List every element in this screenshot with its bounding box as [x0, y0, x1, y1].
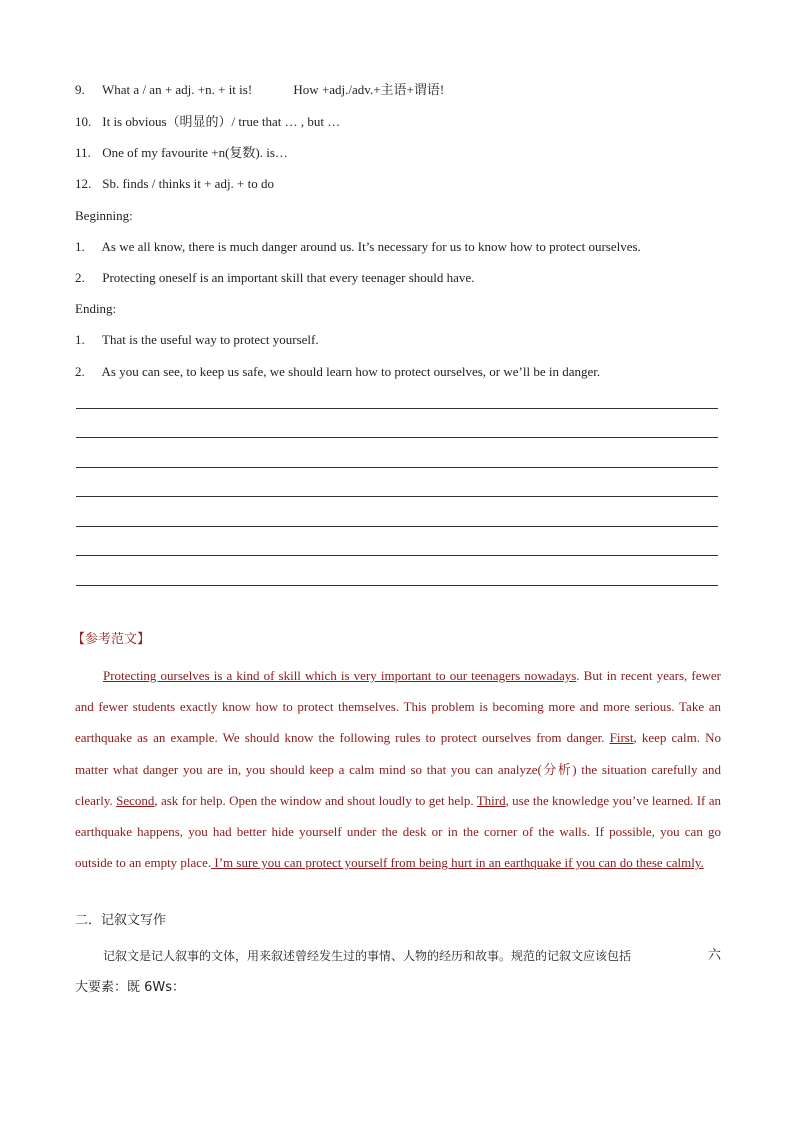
list-item-12 — [75, 175, 274, 193]
list-number: 12. — [75, 176, 92, 191]
list-item-9 — [75, 81, 444, 99]
writing-line — [76, 526, 718, 527]
intro-line-2: 大要素：既 6Ws： — [75, 980, 186, 995]
list-number: 1. — [75, 239, 85, 254]
beginning-item-2 — [75, 269, 474, 287]
writing-line — [76, 555, 718, 556]
list-text-extra: How +adj./adv.+主语+谓语! — [293, 82, 445, 97]
list-text: As we all know, there is much danger around us. It’s necessary for us to know how to protect ourselves. — [101, 239, 641, 254]
list-item-11 — [75, 144, 288, 162]
intro-line-1 — [75, 940, 721, 972]
list-number: 1. — [75, 332, 85, 347]
list-text: That is the useful way to protect yourself. — [102, 332, 319, 347]
list-item-10 — [75, 113, 340, 131]
essay-text: . But in recent years, fewer and fewer students exactly know how to protect themselves. This problem is becoming more and more serious. Take an earthquake as an example. We should know the following rules to protect ourselves from danger. — [75, 668, 721, 746]
ending-label: Ending: — [75, 301, 117, 316]
list-number: 11. — [75, 145, 91, 160]
list-text: It is obvious（明显的）/ true that … , but … — [102, 114, 341, 129]
writing-line — [76, 467, 718, 468]
reference-heading: 【参考范文】 — [72, 632, 151, 647]
list-number: 2. — [75, 270, 85, 285]
reference-paragraph — [75, 660, 721, 878]
section-heading: 二．记叙文写作 — [75, 913, 167, 928]
beginning-item-1 — [75, 238, 641, 256]
writing-line — [76, 408, 718, 409]
intro-six: 六 — [707, 948, 721, 963]
keyword-first: First — [609, 730, 634, 746]
ending-item-2 — [75, 363, 600, 381]
list-text: Protecting oneself is an important skill that every teenager should have. — [102, 270, 475, 285]
list-text: One of my favourite +n(复数). is… — [102, 145, 288, 160]
intro-text: 记叙文是记人叙事的文体，用来叙述曾经发生过的事情、人物的经历和故事。规范的记叙文应该包括 — [103, 949, 632, 963]
list-number: 10. — [75, 114, 92, 129]
section-intro — [75, 940, 721, 1003]
writing-line — [76, 585, 718, 586]
list-number: 2. — [75, 364, 85, 379]
list-text: What a / an + adj. +n. + it is! — [102, 82, 253, 97]
concluding-sentence: I’m sure you can protect yourself from being hurt in an earthquake if you can do these calmly. — [211, 855, 704, 871]
list-text: As you can see, to keep us safe, we should learn how to protect ourselves, or we’ll be in danger. — [101, 364, 601, 379]
list-text: Sb. finds / thinks it + adj. + to do — [102, 176, 275, 191]
list-number: 9. — [75, 82, 85, 97]
writing-line — [76, 496, 718, 497]
beginning-label: Beginning: — [75, 208, 133, 223]
keyword-third: Third — [476, 792, 506, 808]
ending-item-1 — [75, 331, 319, 349]
writing-line — [76, 437, 718, 438]
essay-text: , keep calm. No matter what danger you are in, you should keep a calm mind so that you can analyze(分析) the situation carefully and clearly. — [75, 730, 721, 808]
keyword-second: Second — [116, 792, 155, 808]
reference-essay — [75, 660, 721, 878]
essay-text: , ask for help. Open the window and shout loudly to get help. — [154, 792, 477, 808]
topic-sentence: Protecting ourselves is a kind of skill which is very important to our teenagers nowadays — [103, 668, 577, 683]
essay-text: , use the knowledge you’ve learned. If an earthquake happens, you had better hide yourself under the desk or in the corner of the walls. If possible, you can go outside to an empty place. — [75, 792, 721, 871]
